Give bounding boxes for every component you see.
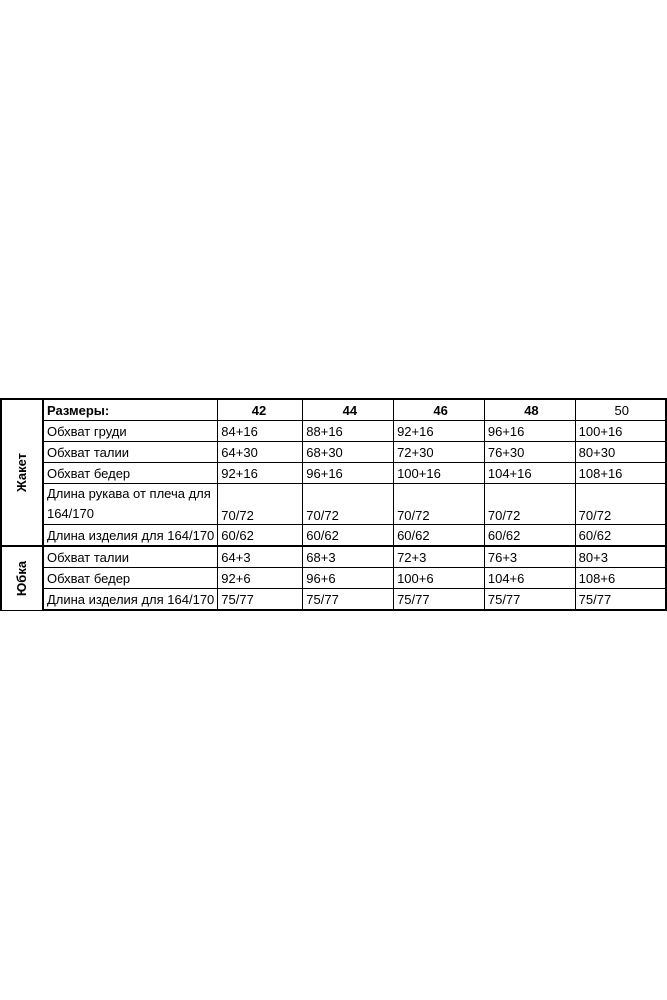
table-cell: 70/72 xyxy=(394,484,485,525)
table-cell: 92+16 xyxy=(218,463,303,484)
table-cell: 60/62 xyxy=(484,525,575,547)
table-cell: 72+3 xyxy=(394,546,485,568)
row-label: Длина рукава от плеча для 164/170 xyxy=(43,484,218,525)
table-cell: 108+6 xyxy=(575,568,666,589)
table-cell: 75/77 xyxy=(394,589,485,611)
table-cell: 64+3 xyxy=(218,546,303,568)
table-cell: 72+30 xyxy=(394,442,485,463)
table-cell: 100+16 xyxy=(575,421,666,442)
table-cell: 70/72 xyxy=(218,484,303,525)
table-cell: 70/72 xyxy=(484,484,575,525)
table-cell: 104+6 xyxy=(484,568,575,589)
row-label: Обхват груди xyxy=(43,421,218,442)
size-header: 46 xyxy=(394,399,485,421)
row-label: Обхват бедер xyxy=(43,463,218,484)
table-cell: 76+30 xyxy=(484,442,575,463)
group-label-jacket-text: Жакет xyxy=(14,452,30,493)
row-label: Длина изделия для 164/170 xyxy=(43,525,218,547)
table-row xyxy=(1,421,666,442)
row-label: Длина изделия для 164/170 xyxy=(43,589,218,611)
table-cell: 70/72 xyxy=(575,484,666,525)
table-cell: 68+3 xyxy=(303,546,394,568)
table-cell: 75/77 xyxy=(303,589,394,611)
header-row xyxy=(1,399,666,421)
table-row xyxy=(1,525,666,547)
table-cell: 75/77 xyxy=(218,589,303,611)
table-row xyxy=(1,568,666,589)
size-header: 44 xyxy=(303,399,394,421)
table-cell: 96+6 xyxy=(303,568,394,589)
header-label: Размеры: xyxy=(43,399,218,421)
table-cell: 92+16 xyxy=(394,421,485,442)
row-label: Обхват бедер xyxy=(43,568,218,589)
table-cell: 60/62 xyxy=(394,525,485,547)
table-cell: 92+6 xyxy=(218,568,303,589)
group-label-jacket xyxy=(1,399,43,546)
table-row xyxy=(1,546,666,568)
table-cell: 60/62 xyxy=(575,525,666,547)
table-cell: 75/77 xyxy=(484,589,575,611)
table-cell: 96+16 xyxy=(484,421,575,442)
size-header: 50 xyxy=(575,399,666,421)
table-cell: 84+16 xyxy=(218,421,303,442)
table-row xyxy=(1,442,666,463)
row-label: Обхват талии xyxy=(43,546,218,568)
table-cell: 80+3 xyxy=(575,546,666,568)
table-cell: 64+30 xyxy=(218,442,303,463)
table-cell: 76+3 xyxy=(484,546,575,568)
table-row xyxy=(1,589,666,611)
group-label-skirt-text: Юбка xyxy=(14,560,30,596)
size-header: 48 xyxy=(484,399,575,421)
table-cell: 80+30 xyxy=(575,442,666,463)
size-header: 42 xyxy=(218,399,303,421)
table-cell: 88+16 xyxy=(303,421,394,442)
row-label: Обхват талии xyxy=(43,442,218,463)
group-label-skirt xyxy=(1,546,43,610)
table-row xyxy=(1,484,666,525)
table-cell: 60/62 xyxy=(303,525,394,547)
table-cell: 70/72 xyxy=(303,484,394,525)
size-chart-table xyxy=(0,398,667,611)
table-cell: 68+30 xyxy=(303,442,394,463)
table-cell: 96+16 xyxy=(303,463,394,484)
table-cell: 104+16 xyxy=(484,463,575,484)
table-row xyxy=(1,463,666,484)
table-cell: 100+6 xyxy=(394,568,485,589)
table-cell: 100+16 xyxy=(394,463,485,484)
table-cell: 60/62 xyxy=(218,525,303,547)
table-cell: 75/77 xyxy=(575,589,666,611)
table-cell: 108+16 xyxy=(575,463,666,484)
